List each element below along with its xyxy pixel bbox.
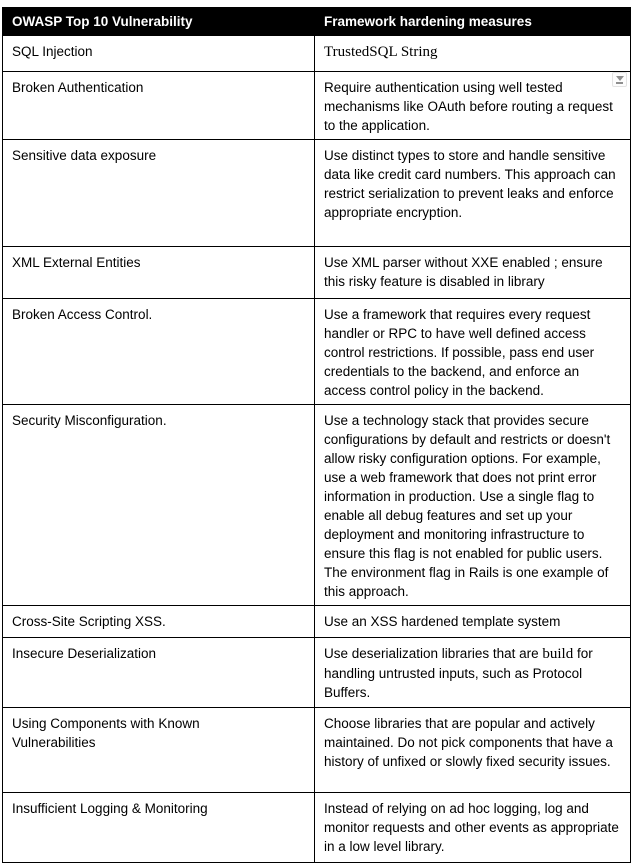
measure-text-serif: build — [542, 646, 574, 662]
measure-cell — [315, 140, 631, 247]
measure-cell — [315, 708, 631, 793]
table-header-row — [3, 8, 631, 36]
table-row — [3, 247, 631, 299]
measure-cell — [315, 793, 631, 863]
vulnerability-cell: Broken Access Control. — [3, 299, 315, 405]
comment-marker-icon[interactable] — [612, 72, 627, 87]
table-row — [3, 140, 631, 247]
table-row — [3, 793, 631, 863]
vulnerability-cell: Insecure Deserialization — [3, 638, 315, 708]
measure-text: Use an XSS hardened template system — [324, 614, 561, 629]
measure-cell — [315, 606, 631, 638]
table-row — [3, 72, 631, 140]
measure-text: Use distinct types to store and handle sensitive data like credit card numbers. This approach can restrict serialization to prevent leaks and enforce appropriate encryption. — [324, 148, 616, 220]
measure-cell — [315, 405, 631, 606]
header-measures: Framework hardening measures — [315, 8, 631, 36]
measure-text: Require authentication using well tested mechanisms like OAuth before routing a request to the application. — [324, 80, 613, 133]
marker-underline — [616, 82, 623, 84]
table-row — [3, 638, 631, 708]
measure-text: Choose libraries that are popular and actively maintained. Do not pick components that have a history of unfixed or slowly fixed security issues. — [324, 716, 613, 769]
measure-text-serif: TrustedSQL String — [324, 44, 438, 60]
vulnerability-cell: Security Misconfiguration. — [3, 405, 315, 606]
vulnerability-cell: XML External Entities — [3, 247, 315, 299]
table-row — [3, 708, 631, 793]
measure-text: Use XML parser without XXE enabled ; ensure this risky feature is disabled in library — [324, 255, 603, 289]
chevron-down-icon — [616, 76, 624, 81]
header-vulnerability: OWASP Top 10 Vulnerability — [3, 8, 315, 36]
table-row — [3, 606, 631, 638]
vulnerability-cell: Using Components with Known Vulnerabilities — [3, 708, 315, 793]
vulnerability-cell: Insufficient Logging & Monitoring — [3, 793, 315, 863]
measure-text: Use a technology stack that provides secure configurations by default and restricts or doesn't allow risky configuration options. For example, use a web framework that does not print error information in production. Use a single flag to enable all debug features and set up your deployment and monitoring infrastructure to ensure this flag is not enabled for public users. The environment flag in Rails is one example of this approach. — [324, 413, 611, 599]
vulnerability-cell: Cross-Site Scripting XSS. — [3, 606, 315, 638]
measure-text: Use a framework that requires every request handler or RPC to have well defined access control restrictions. If possible, pass end user credentials to the backend, and enforce an access control policy in the backend. — [324, 307, 595, 398]
owasp-hardening-table — [2, 7, 631, 863]
measure-cell — [315, 72, 631, 140]
table-row — [3, 405, 631, 606]
table-row — [3, 36, 631, 72]
measure-text: for handling untrusted inputs, such as Protocol Buffers. — [324, 646, 593, 700]
vulnerability-cell: Sensitive data exposure — [3, 140, 315, 247]
measure-cell — [315, 247, 631, 299]
measure-cell — [315, 638, 631, 708]
measure-text: Use deserialization libraries that are — [324, 646, 543, 661]
measure-cell — [315, 36, 631, 72]
vulnerability-cell: Broken Authentication — [3, 72, 315, 140]
measure-cell — [315, 299, 631, 405]
table-row — [3, 299, 631, 405]
vulnerability-cell: SQL Injection — [3, 36, 315, 72]
measure-text: Instead of relying on ad hoc logging, log and monitor requests and other events as appropriate in a low level library. — [324, 801, 619, 854]
